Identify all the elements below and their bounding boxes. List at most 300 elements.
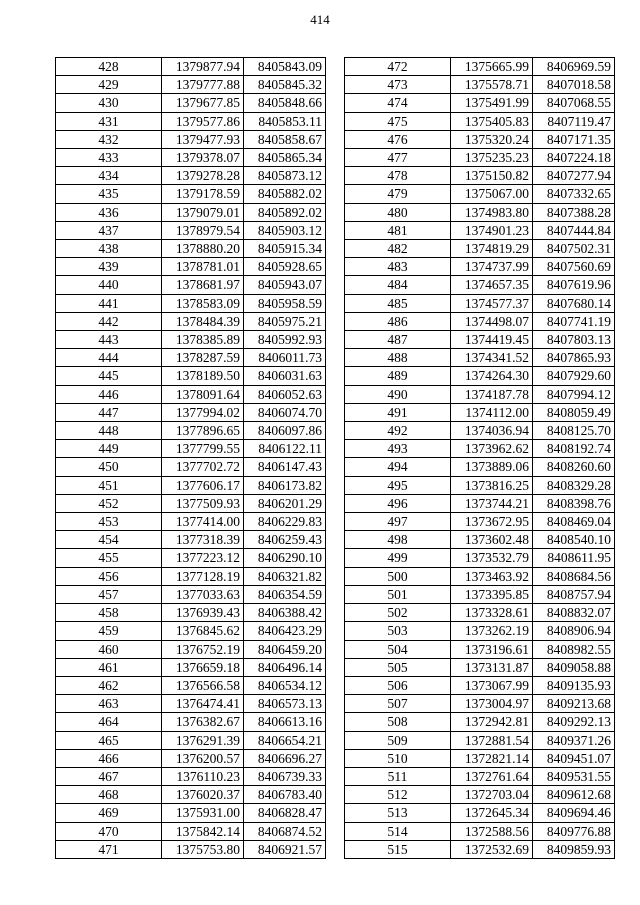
y-coordinate-cell: 8407171.35 (533, 130, 615, 148)
point-number-cell: 505 (345, 658, 451, 676)
point-number-cell: 488 (345, 349, 451, 367)
x-coordinate-cell: 1378287.59 (162, 349, 244, 367)
x-coordinate-cell: 1374187.78 (451, 385, 533, 403)
table-row (56, 786, 326, 804)
y-coordinate-cell: 8406613.16 (244, 713, 326, 731)
point-number-cell: 437 (56, 221, 162, 239)
point-number-cell: 441 (56, 294, 162, 312)
point-number-cell: 466 (56, 749, 162, 767)
point-number-cell: 476 (345, 130, 451, 148)
point-number-cell: 497 (345, 513, 451, 531)
point-number-cell: 507 (345, 695, 451, 713)
y-coordinate-cell: 8407929.60 (533, 367, 615, 385)
point-number-cell: 494 (345, 458, 451, 476)
point-number-cell: 442 (56, 312, 162, 330)
x-coordinate-cell: 1377414.00 (162, 513, 244, 531)
table-row (56, 385, 326, 403)
table-row (56, 713, 326, 731)
x-coordinate-cell: 1374819.29 (451, 240, 533, 258)
x-coordinate-cell: 1373196.61 (451, 640, 533, 658)
y-coordinate-cell: 8408125.70 (533, 422, 615, 440)
y-coordinate-cell: 8409213.68 (533, 695, 615, 713)
y-coordinate-cell: 8407018.58 (533, 76, 615, 94)
y-coordinate-cell: 8409531.55 (533, 767, 615, 785)
table-row (345, 94, 615, 112)
x-coordinate-cell: 1377128.19 (162, 567, 244, 585)
point-number-cell: 486 (345, 312, 451, 330)
x-coordinate-cell: 1376939.43 (162, 604, 244, 622)
x-coordinate-cell: 1378385.89 (162, 331, 244, 349)
y-coordinate-cell: 8409776.88 (533, 822, 615, 840)
point-number-cell: 484 (345, 276, 451, 294)
table-row (345, 585, 615, 603)
x-coordinate-cell: 1372588.56 (451, 822, 533, 840)
point-number-cell: 480 (345, 203, 451, 221)
y-coordinate-cell: 8408982.55 (533, 640, 615, 658)
x-coordinate-cell: 1378189.50 (162, 367, 244, 385)
point-number-cell: 512 (345, 786, 451, 804)
y-coordinate-cell: 8405882.02 (244, 185, 326, 203)
y-coordinate-cell: 8405943.07 (244, 276, 326, 294)
point-number-cell: 455 (56, 549, 162, 567)
point-number-cell: 463 (56, 695, 162, 713)
x-coordinate-cell: 1374341.52 (451, 349, 533, 367)
x-coordinate-cell: 1373463.92 (451, 567, 533, 585)
table-row (345, 476, 615, 494)
table-row (56, 676, 326, 694)
table-row (56, 549, 326, 567)
table-row (345, 804, 615, 822)
x-coordinate-cell: 1377033.63 (162, 585, 244, 603)
table-row (56, 731, 326, 749)
x-coordinate-cell: 1379378.07 (162, 149, 244, 167)
table-row (345, 786, 615, 804)
x-coordinate-cell: 1375235.23 (451, 149, 533, 167)
table-row (56, 167, 326, 185)
x-coordinate-cell: 1379777.88 (162, 76, 244, 94)
table-row (345, 549, 615, 567)
table-row (56, 622, 326, 640)
table-row (345, 312, 615, 330)
point-number-cell: 433 (56, 149, 162, 167)
x-coordinate-cell: 1375578.71 (451, 76, 533, 94)
y-coordinate-cell: 8406696.27 (244, 749, 326, 767)
y-coordinate-cell: 8405865.34 (244, 149, 326, 167)
y-coordinate-cell: 8406011.73 (244, 349, 326, 367)
table-row (56, 604, 326, 622)
x-coordinate-cell: 1379178.59 (162, 185, 244, 203)
y-coordinate-cell: 8409612.68 (533, 786, 615, 804)
table-row (56, 494, 326, 512)
x-coordinate-cell: 1373602.48 (451, 531, 533, 549)
table-row (345, 203, 615, 221)
point-number-cell: 429 (56, 76, 162, 94)
x-coordinate-cell: 1374983.80 (451, 203, 533, 221)
x-coordinate-cell: 1378091.64 (162, 385, 244, 403)
table-row (56, 185, 326, 203)
table-row (345, 240, 615, 258)
y-coordinate-cell: 8408757.94 (533, 585, 615, 603)
y-coordinate-cell: 8406874.52 (244, 822, 326, 840)
y-coordinate-cell: 8406969.59 (533, 58, 615, 76)
y-coordinate-cell: 8406496.14 (244, 658, 326, 676)
point-number-cell: 489 (345, 367, 451, 385)
point-number-cell: 472 (345, 58, 451, 76)
table-row (56, 58, 326, 76)
point-number-cell: 464 (56, 713, 162, 731)
y-coordinate-cell: 8405853.11 (244, 112, 326, 130)
x-coordinate-cell: 1376659.18 (162, 658, 244, 676)
x-coordinate-cell: 1375150.82 (451, 167, 533, 185)
point-number-cell: 490 (345, 385, 451, 403)
point-number-cell: 454 (56, 531, 162, 549)
x-coordinate-cell: 1376020.37 (162, 786, 244, 804)
x-coordinate-cell: 1376845.62 (162, 622, 244, 640)
point-number-cell: 465 (56, 731, 162, 749)
y-coordinate-cell: 8409058.88 (533, 658, 615, 676)
x-coordinate-cell: 1379278.28 (162, 167, 244, 185)
table-row (345, 458, 615, 476)
x-coordinate-cell: 1377223.12 (162, 549, 244, 567)
point-number-cell: 514 (345, 822, 451, 840)
y-coordinate-cell: 8407388.28 (533, 203, 615, 221)
point-number-cell: 483 (345, 258, 451, 276)
x-coordinate-cell: 1374036.94 (451, 422, 533, 440)
y-coordinate-cell: 8407444.84 (533, 221, 615, 239)
table-row (345, 331, 615, 349)
table-row (56, 440, 326, 458)
table-row (345, 749, 615, 767)
point-number-cell: 500 (345, 567, 451, 585)
x-coordinate-cell: 1377702.72 (162, 458, 244, 476)
point-number-cell: 479 (345, 185, 451, 203)
x-coordinate-cell: 1374737.99 (451, 258, 533, 276)
y-coordinate-cell: 8408540.10 (533, 531, 615, 549)
table-row (56, 531, 326, 549)
y-coordinate-cell: 8407741.19 (533, 312, 615, 330)
x-coordinate-cell: 1376110.23 (162, 767, 244, 785)
y-coordinate-cell: 8408260.60 (533, 458, 615, 476)
y-coordinate-cell: 8407068.55 (533, 94, 615, 112)
page-number: 414 (310, 12, 330, 27)
table-row (56, 240, 326, 258)
y-coordinate-cell: 8407803.13 (533, 331, 615, 349)
x-coordinate-cell: 1376474.41 (162, 695, 244, 713)
y-coordinate-cell: 8408329.28 (533, 476, 615, 494)
x-coordinate-cell: 1377994.02 (162, 403, 244, 421)
y-coordinate-cell: 8408059.49 (533, 403, 615, 421)
y-coordinate-cell: 8405848.66 (244, 94, 326, 112)
table-row (345, 494, 615, 512)
point-number-cell: 451 (56, 476, 162, 494)
y-coordinate-cell: 8408192.74 (533, 440, 615, 458)
y-coordinate-cell: 8405992.93 (244, 331, 326, 349)
table-row (345, 731, 615, 749)
table-row (345, 276, 615, 294)
x-coordinate-cell: 1377606.17 (162, 476, 244, 494)
point-number-cell: 431 (56, 112, 162, 130)
x-coordinate-cell: 1372761.64 (451, 767, 533, 785)
table-row (56, 840, 326, 858)
point-number-cell: 445 (56, 367, 162, 385)
x-coordinate-cell: 1378979.54 (162, 221, 244, 239)
x-coordinate-cell: 1377318.39 (162, 531, 244, 549)
table-row (345, 76, 615, 94)
y-coordinate-cell: 8405892.02 (244, 203, 326, 221)
x-coordinate-cell: 1373328.61 (451, 604, 533, 622)
y-coordinate-cell: 8407560.69 (533, 258, 615, 276)
point-number-cell: 506 (345, 676, 451, 694)
point-number-cell: 447 (56, 403, 162, 421)
point-number-cell: 474 (345, 94, 451, 112)
point-number-cell: 499 (345, 549, 451, 567)
table-row (345, 185, 615, 203)
y-coordinate-cell: 8408611.95 (533, 549, 615, 567)
y-coordinate-cell: 8406259.43 (244, 531, 326, 549)
x-coordinate-cell: 1375320.24 (451, 130, 533, 148)
y-coordinate-cell: 8405873.12 (244, 167, 326, 185)
y-coordinate-cell: 8406354.59 (244, 585, 326, 603)
table-row (345, 676, 615, 694)
table-row (345, 149, 615, 167)
coordinates-table-left (55, 57, 326, 859)
table-row (345, 640, 615, 658)
point-number-cell: 493 (345, 440, 451, 458)
x-coordinate-cell: 1372645.34 (451, 804, 533, 822)
table-row (56, 312, 326, 330)
point-number-cell: 457 (56, 585, 162, 603)
point-number-cell: 446 (56, 385, 162, 403)
x-coordinate-cell: 1373004.97 (451, 695, 533, 713)
table-row (345, 112, 615, 130)
table-row (345, 604, 615, 622)
y-coordinate-cell: 8407332.65 (533, 185, 615, 203)
x-coordinate-cell: 1378880.20 (162, 240, 244, 258)
y-coordinate-cell: 8406783.40 (244, 786, 326, 804)
y-coordinate-cell: 8406654.21 (244, 731, 326, 749)
y-coordinate-cell: 8406828.47 (244, 804, 326, 822)
y-coordinate-cell: 8406921.57 (244, 840, 326, 858)
y-coordinate-cell: 8406290.10 (244, 549, 326, 567)
x-coordinate-cell: 1373262.19 (451, 622, 533, 640)
point-number-cell: 502 (345, 604, 451, 622)
coordinates-table-right (344, 57, 615, 859)
y-coordinate-cell: 8405915.34 (244, 240, 326, 258)
y-coordinate-cell: 8407502.31 (533, 240, 615, 258)
x-coordinate-cell: 1376291.39 (162, 731, 244, 749)
x-coordinate-cell: 1372532.69 (451, 840, 533, 858)
table-row (56, 130, 326, 148)
x-coordinate-cell: 1374901.23 (451, 221, 533, 239)
table-row (345, 294, 615, 312)
x-coordinate-cell: 1375931.00 (162, 804, 244, 822)
y-coordinate-cell: 8406173.82 (244, 476, 326, 494)
x-coordinate-cell: 1376200.57 (162, 749, 244, 767)
x-coordinate-cell: 1379477.93 (162, 130, 244, 148)
table-row (56, 822, 326, 840)
table-row (345, 713, 615, 731)
y-coordinate-cell: 8406229.83 (244, 513, 326, 531)
x-coordinate-cell: 1376382.67 (162, 713, 244, 731)
y-coordinate-cell: 8405975.21 (244, 312, 326, 330)
table-row (56, 203, 326, 221)
point-number-cell: 430 (56, 94, 162, 112)
y-coordinate-cell: 8408469.04 (533, 513, 615, 531)
table-row (56, 276, 326, 294)
point-number-cell: 510 (345, 749, 451, 767)
table-row (56, 331, 326, 349)
table-row (56, 76, 326, 94)
point-number-cell: 495 (345, 476, 451, 494)
x-coordinate-cell: 1378583.09 (162, 294, 244, 312)
y-coordinate-cell: 8407277.94 (533, 167, 615, 185)
y-coordinate-cell: 8406201.29 (244, 494, 326, 512)
table-row (345, 822, 615, 840)
y-coordinate-cell: 8409292.13 (533, 713, 615, 731)
y-coordinate-cell: 8406052.63 (244, 385, 326, 403)
table-row (56, 658, 326, 676)
table-row (345, 167, 615, 185)
y-coordinate-cell: 8409371.26 (533, 731, 615, 749)
point-number-cell: 461 (56, 658, 162, 676)
x-coordinate-cell: 1374419.45 (451, 331, 533, 349)
y-coordinate-cell: 8406031.63 (244, 367, 326, 385)
table-row (56, 94, 326, 112)
y-coordinate-cell: 8407680.14 (533, 294, 615, 312)
table-row (56, 422, 326, 440)
y-coordinate-cell: 8407865.93 (533, 349, 615, 367)
table-row (56, 221, 326, 239)
x-coordinate-cell: 1379079.01 (162, 203, 244, 221)
table-row (56, 567, 326, 585)
table-row (345, 567, 615, 585)
x-coordinate-cell: 1374657.35 (451, 276, 533, 294)
y-coordinate-cell: 8408684.56 (533, 567, 615, 585)
table-row (56, 585, 326, 603)
table-row (345, 130, 615, 148)
table-row (345, 840, 615, 858)
y-coordinate-cell: 8405903.12 (244, 221, 326, 239)
y-coordinate-cell: 8406097.86 (244, 422, 326, 440)
table-row (345, 513, 615, 531)
y-coordinate-cell: 8405845.32 (244, 76, 326, 94)
point-number-cell: 436 (56, 203, 162, 221)
x-coordinate-cell: 1375753.80 (162, 840, 244, 858)
x-coordinate-cell: 1372881.54 (451, 731, 533, 749)
point-number-cell: 473 (345, 76, 451, 94)
point-number-cell: 481 (345, 221, 451, 239)
x-coordinate-cell: 1373395.85 (451, 585, 533, 603)
y-coordinate-cell: 8406573.13 (244, 695, 326, 713)
x-coordinate-cell: 1378484.39 (162, 312, 244, 330)
x-coordinate-cell: 1379577.86 (162, 112, 244, 130)
x-coordinate-cell: 1377799.55 (162, 440, 244, 458)
table-row (345, 58, 615, 76)
table-row (56, 112, 326, 130)
x-coordinate-cell: 1377896.65 (162, 422, 244, 440)
table-row (56, 767, 326, 785)
table-row (345, 622, 615, 640)
point-number-cell: 496 (345, 494, 451, 512)
table-row (56, 258, 326, 276)
point-number-cell: 504 (345, 640, 451, 658)
point-number-cell: 509 (345, 731, 451, 749)
x-coordinate-cell: 1372821.14 (451, 749, 533, 767)
x-coordinate-cell: 1373962.62 (451, 440, 533, 458)
x-coordinate-cell: 1373067.99 (451, 676, 533, 694)
point-number-cell: 438 (56, 240, 162, 258)
y-coordinate-cell: 8409859.93 (533, 840, 615, 858)
point-number-cell: 440 (56, 276, 162, 294)
table-row (345, 422, 615, 440)
x-coordinate-cell: 1379677.85 (162, 94, 244, 112)
point-number-cell: 460 (56, 640, 162, 658)
point-number-cell: 501 (345, 585, 451, 603)
table-row (56, 349, 326, 367)
x-coordinate-cell: 1372942.81 (451, 713, 533, 731)
table-row (345, 767, 615, 785)
x-coordinate-cell: 1375491.99 (451, 94, 533, 112)
point-number-cell: 470 (56, 822, 162, 840)
x-coordinate-cell: 1378781.01 (162, 258, 244, 276)
point-number-cell: 432 (56, 130, 162, 148)
y-coordinate-cell: 8406147.43 (244, 458, 326, 476)
point-number-cell: 443 (56, 331, 162, 349)
y-coordinate-cell: 8405958.59 (244, 294, 326, 312)
point-number-cell: 492 (345, 422, 451, 440)
x-coordinate-cell: 1373131.87 (451, 658, 533, 676)
point-number-cell: 434 (56, 167, 162, 185)
y-coordinate-cell: 8408398.76 (533, 494, 615, 512)
point-number-cell: 511 (345, 767, 451, 785)
table-row (56, 367, 326, 385)
table-row (345, 658, 615, 676)
point-number-cell: 467 (56, 767, 162, 785)
x-coordinate-cell: 1374498.07 (451, 312, 533, 330)
x-coordinate-cell: 1375842.14 (162, 822, 244, 840)
point-number-cell: 485 (345, 294, 451, 312)
table-row (56, 804, 326, 822)
point-number-cell: 469 (56, 804, 162, 822)
table-row (56, 749, 326, 767)
point-number-cell: 462 (56, 676, 162, 694)
y-coordinate-cell: 8407619.96 (533, 276, 615, 294)
y-coordinate-cell: 8409694.46 (533, 804, 615, 822)
point-number-cell: 458 (56, 604, 162, 622)
x-coordinate-cell: 1379877.94 (162, 58, 244, 76)
x-coordinate-cell: 1374112.00 (451, 403, 533, 421)
y-coordinate-cell: 8406739.33 (244, 767, 326, 785)
point-number-cell: 498 (345, 531, 451, 549)
point-number-cell: 449 (56, 440, 162, 458)
point-number-cell: 428 (56, 58, 162, 76)
point-number-cell: 448 (56, 422, 162, 440)
x-coordinate-cell: 1375067.00 (451, 185, 533, 203)
y-coordinate-cell: 8409135.93 (533, 676, 615, 694)
table-row (345, 403, 615, 421)
point-number-cell: 513 (345, 804, 451, 822)
y-coordinate-cell: 8408832.07 (533, 604, 615, 622)
point-number-cell: 444 (56, 349, 162, 367)
table-row (56, 640, 326, 658)
y-coordinate-cell: 8407994.12 (533, 385, 615, 403)
point-number-cell: 487 (345, 331, 451, 349)
table-row (345, 695, 615, 713)
point-number-cell: 450 (56, 458, 162, 476)
point-number-cell: 477 (345, 149, 451, 167)
point-number-cell: 453 (56, 513, 162, 531)
y-coordinate-cell: 8405928.65 (244, 258, 326, 276)
